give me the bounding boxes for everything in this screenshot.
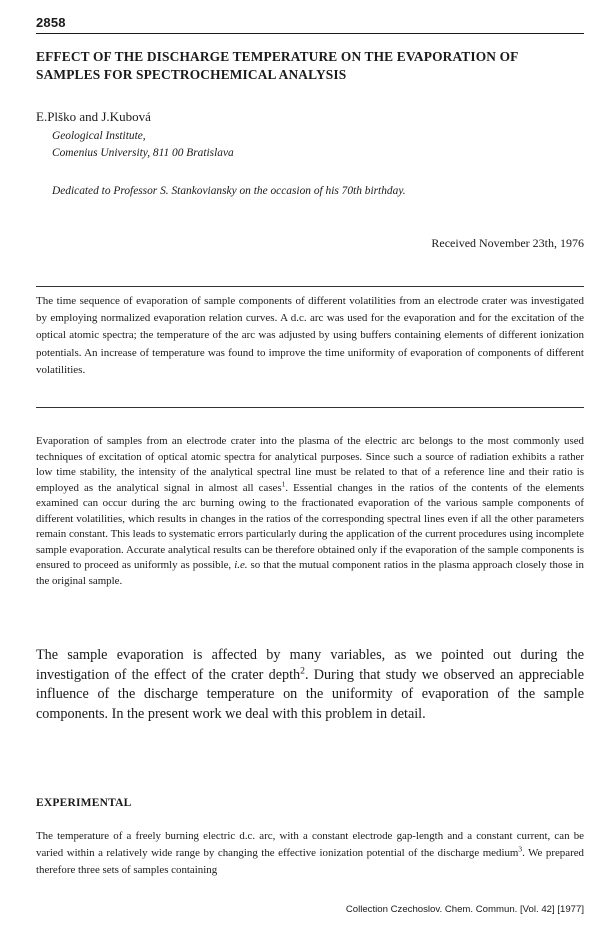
section-heading-experimental: EXPERIMENTAL xyxy=(36,797,132,809)
intro-paragraph xyxy=(36,434,584,589)
exp-text-1: The temperature of a freely burning electric d.c. arc, with a constant electrode gap-length and a constant current, can be varied within a relatively wide range by changing the effective ionization potential of the discharge medium xyxy=(36,830,584,860)
ie-abbrev: i.e. xyxy=(234,559,248,571)
article-title: EFFECT OF THE DISCHARGE TEMPERATURE ON THE EVAPORATION OF SAMPLES FOR SPECTROCHEMICAL ANALYSIS xyxy=(36,49,519,82)
affiliation-institute: Geological Institute, xyxy=(52,130,146,142)
dedication: Dedicated to Professor S. Stankoviansky on the occasion of his 70th birthday. xyxy=(52,185,406,197)
intro-text-1: Evaporation of samples from an electrode crater into the plasma of the electric arc belongs to the most commonly used techniques of excitation of optical atomic spectra for analytical purposes. Since such a source of radiation exhibits a rather low time stability, the intensity of the analytical spectral line must be related to that of a reference line and their ratio is employed as the analytical signal in almost all cases xyxy=(36,435,584,494)
page-number: 2858 xyxy=(36,15,66,30)
affiliation-university: Comenius University, 811 00 Bratislava xyxy=(52,147,234,159)
ref-2: 2 xyxy=(300,664,305,676)
second-paragraph xyxy=(36,646,584,724)
para2-text-2: . During that study we observed an appreciable influence of the discharge temperature on the uniformity of evaporation of the sample components. In the present work we deal with this problem in detail. xyxy=(36,666,584,722)
abstract-bottom-rule xyxy=(36,407,584,408)
journal-footer: Collection Czechoslov. Chem. Commun. [Vol. 42] [1977] xyxy=(345,904,584,915)
authors xyxy=(36,109,151,125)
abstract-top-rule xyxy=(36,286,584,287)
header-rule xyxy=(36,33,584,34)
author-conjunction: and xyxy=(76,109,102,124)
author-plsko: E.Plško xyxy=(36,109,77,124)
experimental-paragraph xyxy=(36,828,584,880)
affiliation xyxy=(52,128,234,162)
intro-text-3: so that the mutual component ratios in the plasma approach closely those in the original sample. xyxy=(36,559,585,587)
author-kubova: J.Kubová xyxy=(101,109,151,124)
ref-1: 1 xyxy=(281,478,286,488)
abstract: The time sequence of evaporation of sample components of different volatilities from an electrode crater was investigated by employing normalized evaporation relation curves. A d.c. arc was used for the evaporation and for the excitation of the optical atomic spectra; the temperature of the arc was adjusted by using buffers containing elements of different ionization potentials. An increase of temperature was found to improve the time uniformity of evaporation of components of different volatilities. xyxy=(36,295,584,376)
exp-text-2: . We prepared therefore three sets of samples containing xyxy=(36,847,584,877)
intro-text-2: . Essential changes in the ratios of the contents of the elements examined can occur during the arc burning owing to the fractionated evaporation of the various sample components of different volatilities, which results in changes in the ratios of the corresponding spectral lines even if all the other parameters remain constant. This leads to systematic errors particularly during the application of the current procedures using incomplete sample evaporation. Accurate analytical results can be therefore obtained only if the evaporation of the sample components is ensured to proceed as uniformly as possible, xyxy=(36,481,584,571)
para2-text-1: The sample evaporation is affected by many variables, as we pointed out during the investigation of the effect of the crater depth xyxy=(36,647,584,683)
ref-3: 3 xyxy=(518,844,523,854)
received-date: Received November 23th, 1976 xyxy=(431,236,584,250)
